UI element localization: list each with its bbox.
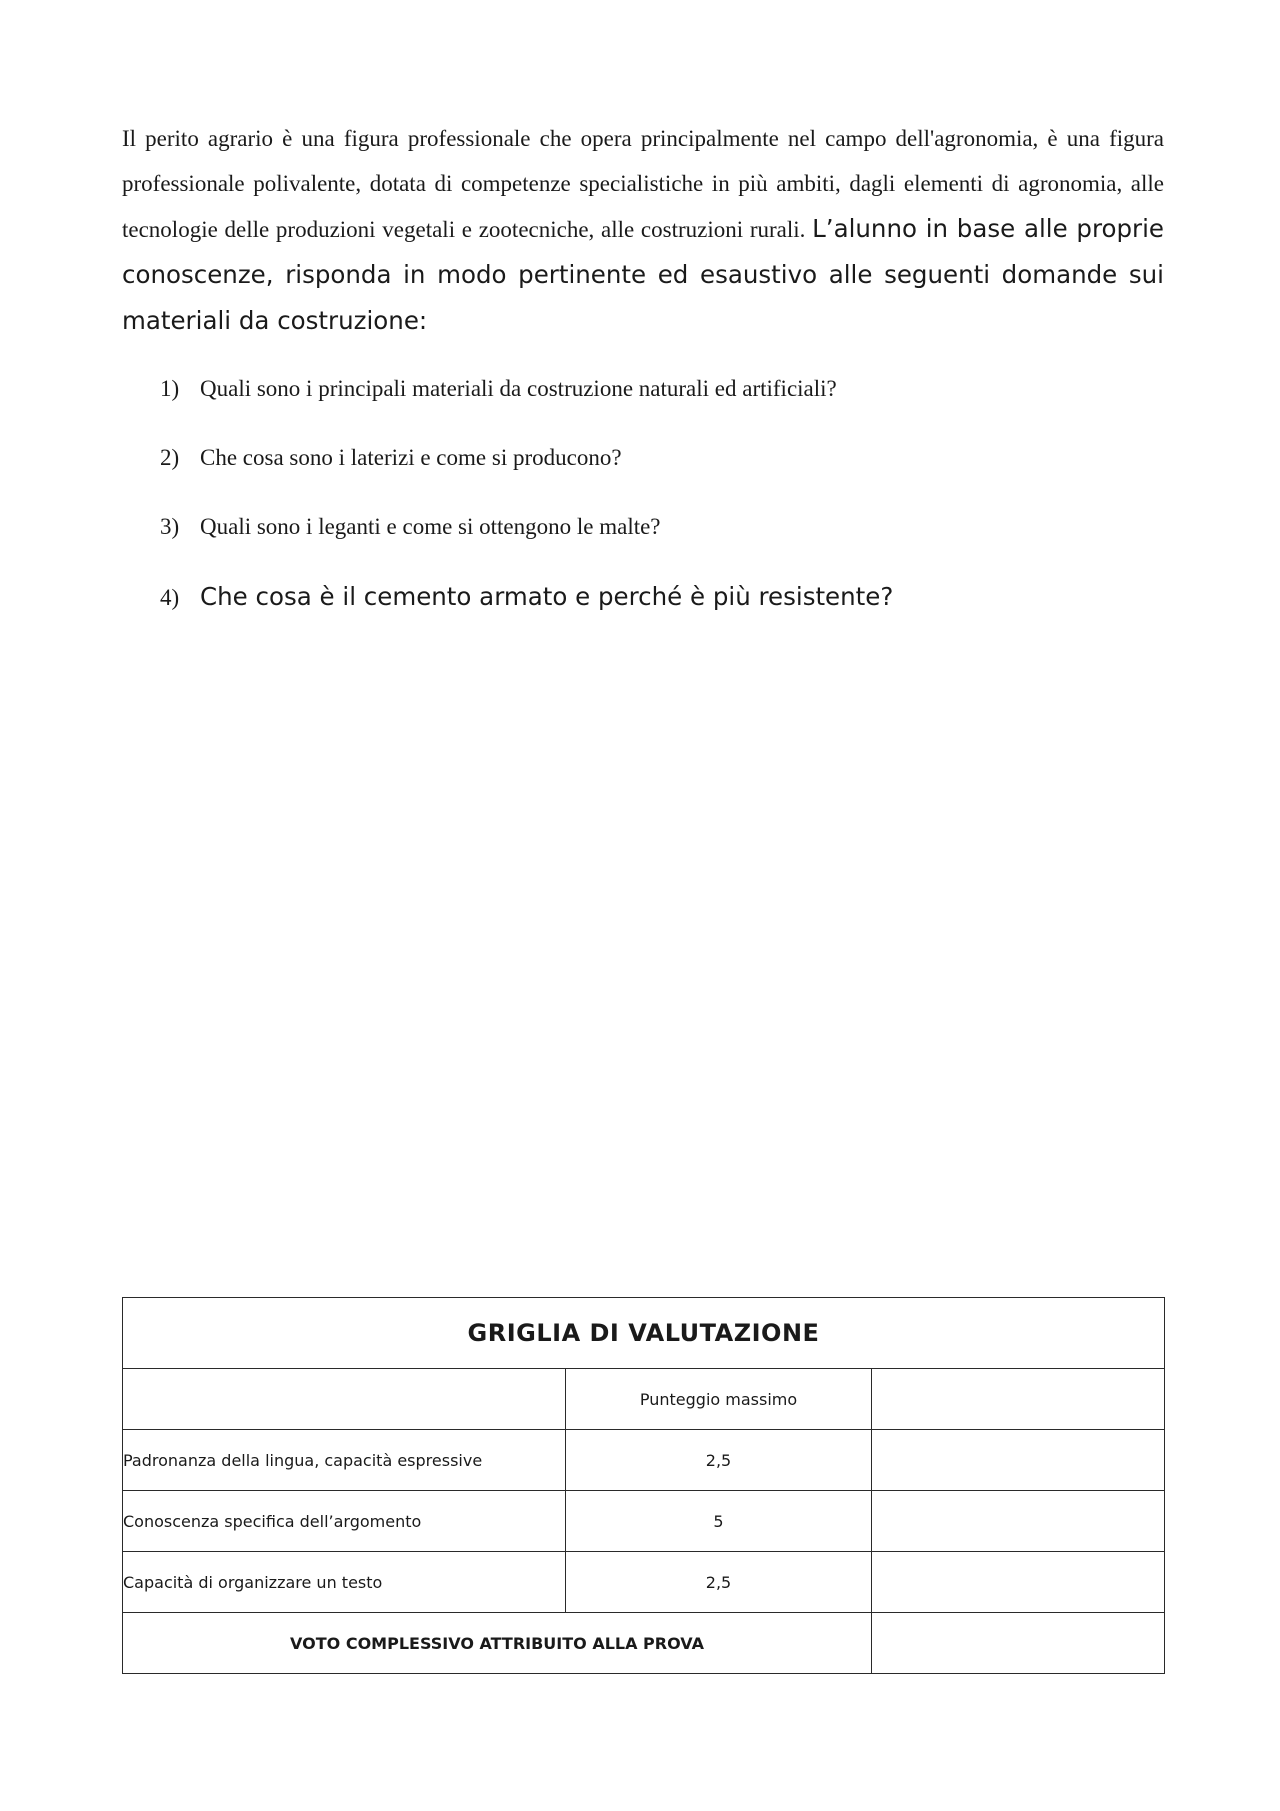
grid-title: GRIGLIA DI VALUTAZIONE	[123, 1298, 1165, 1369]
criterion-cell: Capacità di organizzare un testo	[123, 1552, 566, 1613]
total-score-cell	[872, 1613, 1165, 1674]
question-text: Che cosa sono i laterizi e come si producono?	[200, 445, 622, 470]
header-score-cell	[872, 1369, 1165, 1430]
table-row	[123, 1491, 1165, 1552]
score-cell	[872, 1552, 1165, 1613]
question-number: 1)	[160, 376, 180, 401]
question-text: Che cosa è il cemento armato e perché è più resistente?	[200, 582, 894, 611]
intro-serif-text: Il perito agrario è una figura professionale che opera principalmente nel campo dell'agronomia, è una figura professionale polivalente, dotata di competenze specialistiche in più ambiti, dagli elementi di agronomia, alle tecnologie delle produzioni vegetali e zootecniche, alle costruzioni rurali.	[122, 126, 1164, 242]
question-text: Quali sono i leganti e come si ottengono le malte?	[200, 514, 661, 539]
grid-header-row	[123, 1369, 1165, 1430]
max-score-cell: 5	[566, 1491, 872, 1552]
question-4	[160, 582, 893, 613]
question-3	[160, 512, 661, 542]
table-row	[123, 1552, 1165, 1613]
question-text: Quali sono i principali materiali da costruzione naturali ed artificiali?	[200, 376, 837, 401]
evaluation-grid-table	[122, 1297, 1165, 1674]
intro-instruction-text: L’alunno in base alle proprie conoscenze, risponda in modo pertinente ed esaustivo alle seguenti domande sui materiali da costruzione:	[122, 214, 1164, 335]
score-cell	[872, 1430, 1165, 1491]
max-score-cell: 2,5	[566, 1430, 872, 1491]
criterion-cell: Padronanza della lingua, capacità espressive	[123, 1430, 566, 1491]
criterion-cell: Conoscenza specifica dell’argomento	[123, 1491, 566, 1552]
header-max-score: Punteggio massimo	[566, 1369, 872, 1430]
question-number: 4)	[160, 585, 180, 610]
table-row	[123, 1430, 1165, 1491]
grid-total-row	[123, 1613, 1165, 1674]
max-score-cell: 2,5	[566, 1552, 872, 1613]
question-number: 3)	[160, 514, 180, 539]
score-cell	[872, 1491, 1165, 1552]
intro-paragraph	[122, 116, 1164, 344]
header-empty-cell	[123, 1369, 566, 1430]
question-2	[160, 443, 622, 473]
total-label: VOTO COMPLESSIVO ATTRIBUITO ALLA PROVA	[123, 1613, 872, 1674]
question-1	[160, 374, 837, 404]
grid-title-row	[123, 1298, 1165, 1369]
question-number: 2)	[160, 445, 180, 470]
